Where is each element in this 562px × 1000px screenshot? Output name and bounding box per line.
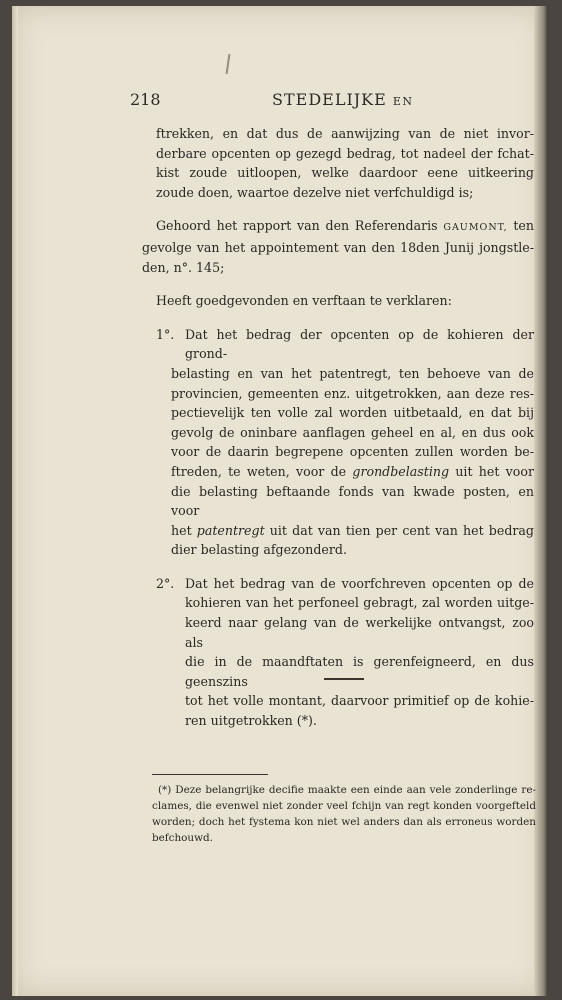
book-page [12, 6, 548, 996]
footnote-line: clames, die evenwel niet zonder veel fchijn van regt konden voorgefteld [152, 800, 536, 812]
text-line: den, n°. 145; [142, 259, 225, 275]
text-fragment: Gehoord het rapport van den Referendaris [156, 218, 438, 234]
text-line: pectievelijk ten volle zal worden uitbetaald, en dat bij [171, 405, 534, 421]
footnote [152, 782, 536, 846]
text-line: gevolge van het appointement van den 18den Junij jongstle- [142, 239, 534, 255]
running-head-small: EN [392, 95, 414, 108]
body-text [142, 124, 534, 731]
decision-item-2 [142, 574, 534, 731]
paragraph-gehoord [142, 216, 534, 277]
text-line: ftrekken, en dat dus de aanwijzing van de niet invor- [156, 126, 534, 141]
decision-item-1 [142, 325, 534, 560]
footnote-line: befchouwd. [152, 832, 213, 844]
text-fragment: uit het voor [455, 463, 534, 479]
item-number: 2°. [156, 575, 175, 591]
referendaris-name: GAUMONT, [443, 222, 508, 234]
text-line: ren uitgetrokken (*). [185, 713, 317, 729]
text-fragment: het [171, 522, 192, 538]
footnote-line: (*) Deze belangrijke decifie maakte een einde aan vele zonderlinge re- [158, 784, 536, 796]
text-line: kist zoude uitloopen, welke daardoor eene uitkeering [156, 165, 534, 181]
text-line [142, 216, 534, 238]
text-line: die in de maandftaten is gerenfeigneerd, en dus geenszins [185, 654, 534, 689]
paragraph-continuation [142, 124, 534, 202]
text-fragment: ftreden, te weten, voor de [171, 463, 347, 479]
section-divider [324, 678, 364, 680]
page-number: 218 [130, 90, 161, 109]
page-binding-fold [534, 6, 548, 996]
footnote-rule [152, 774, 268, 775]
text-line: derbare opcenten op gezegd bedrag, tot nadeel der fchat- [156, 145, 534, 161]
text-fragment: ten [513, 218, 534, 234]
emphasis-grondbelasting: grondbelasting [352, 463, 450, 479]
text-line: voor de daarin begrepene opcenten zullen worden be- [171, 444, 534, 460]
text-line: Heeft goedgevonden en verftaan te verklaren: [156, 293, 452, 309]
text-fragment: uit dat van tien per cent van het bedrag [269, 522, 534, 538]
text-line: tot het volle montant, daarvoor primitief op de kohie- [185, 693, 534, 709]
text-line: keerd naar gelang van de werkelijke ontvangst, zoo als [185, 615, 534, 650]
text-line: kohieren van het perfoneel gebragt, zal worden uitge- [185, 595, 534, 611]
text-line: gevolg de oninbare aanflagen geheel en al, en dus ook [171, 424, 534, 440]
running-head [272, 90, 414, 109]
text-line: belasting en van het patentregt, ten behoeve van de [171, 365, 534, 381]
text-line: dier belasting afgezonderd. [171, 542, 347, 558]
text-line: die belasting beftaande fonds van kwade posten, en voor [171, 483, 534, 519]
pencil-mark [226, 54, 231, 74]
emphasis-patentregt: patentregt [196, 522, 265, 538]
item-number: 1°. [156, 326, 175, 342]
text-line: Dat het bedrag der opcenten op de kohieren der grond- [185, 326, 534, 362]
footnote-line: worden; doch het fystema kon niet wel anders dan als erroneus worden [152, 816, 536, 828]
paragraph-heeft [142, 291, 534, 311]
text-line [171, 521, 534, 541]
running-head-main: STEDELIJKE [272, 90, 387, 109]
text-line: Dat het bedrag van de voorfchreven opcenten op de [185, 575, 534, 591]
text-line: provincien, gemeenten enz. uitgetrokken, aan deze res- [171, 385, 534, 401]
text-line [171, 462, 534, 482]
text-line: zoude doen, waartoe dezelve niet verfchuldigd is; [156, 184, 474, 200]
page-left-edge [12, 6, 18, 996]
